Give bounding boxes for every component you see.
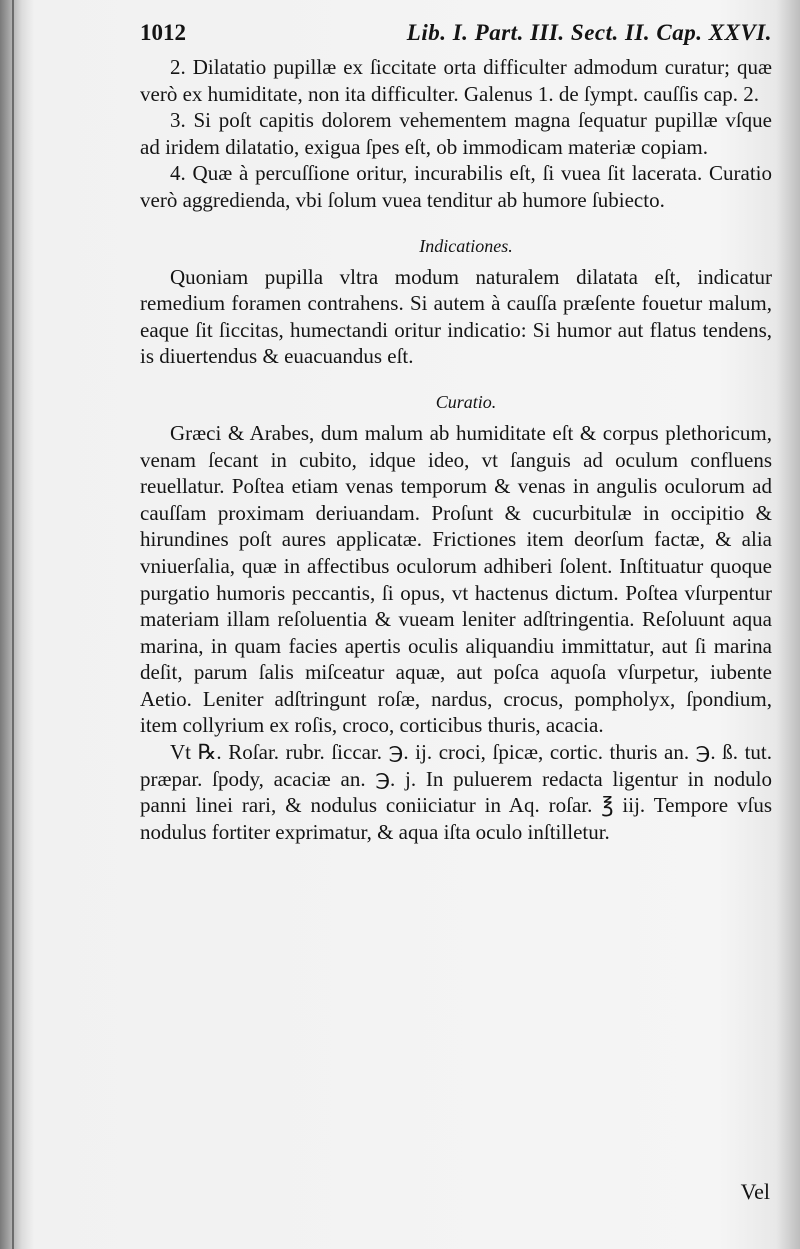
paragraph-4: 4. Quæ à percuſſione oritur, incurabilis eſt, ſi vuea ſit lacerata. Curatio verò aggredienda, vbi ſolum vuea tenditur ab humore ſubiecto. — [140, 161, 772, 212]
catch-word: Vel — [740, 1179, 770, 1204]
paragraph-3: 3. Si poſt capitis dolorem vehementem magna ſequatur pupillæ vſque ad iridem dilatatio, exigua ſpes eſt, ob immodicam materiæ copiam. — [140, 108, 772, 159]
running-head — [140, 18, 772, 48]
heading-curatio: Curatio. — [435, 391, 497, 412]
paragraph-2: 2. Dilatatio pupillæ ex ſiccitate orta difficulter admodum curatur; quæ verò ex humiditate, non ita difficulter. Galenus 1. de ſympt. cauſſis cap. 2. — [140, 55, 772, 106]
paragraph-recipe: Vt ℞. Roſar. rubr. ſiccar. ℈. ij. croci, ſpicæ, cortic. thuris an. ℈. ß. tut. præpar. ſpody, acaciæ an. ℈. j. In puluerem redacta ligentur in nodulo panni linei rari, & nodulus coniiciatur in Aq. roſar. ℥ iij. Tempore vſus nodulus fortiter exprimatur, & aqua iſta oculo inſtilletur. — [140, 740, 772, 844]
page-number: 1012 — [140, 20, 186, 45]
running-head-title: Lib. I. Part. III. Sect. II. Cap. XXVI. — [406, 20, 772, 45]
heading-indicationes: Indicationes. — [419, 235, 513, 256]
paragraph-curatio: Græci & Arabes, dum malum ab humiditate eſt & corpus plethoricum, venam ſecant in cubito, idque ideo, vt ſanguis ad oculum confluens reuellatur. Poſtea etiam venas temporum & venas in angulis oculorum ad cauſſam proximam deriuandam. Proſunt & cucurbitulæ in occipitio & hirundines poſt aures applicatæ. Frictiones item deorſum factæ, & alia vniuerſalia, quæ in affectibus oculorum adhiberi ſolent. Inſtituatur quoque purgatio humoris peccantis, ſi opus, vt hactenus dictum. Poſtea vſurpentur materiam illam reſoluentia & vueam leniter adſtringentia. Reſoluunt aqua marina, in quam facies apertis oculis aliquandiu immittatur, aut ſi marina deſit, parum ſalis miſceatur aquæ, aut poſca aquoſa vſurpetur, iubente Aetio. Leniter adſtringunt roſæ, nardus, crocus, pompholyx, ſpondium, item collyrium ex roſis, croco, corticibus thuris, acacia. — [140, 420, 772, 738]
binding-gutter — [12, 0, 14, 1249]
paragraph-indicationes: Quoniam pupilla vltra modum naturalem dilatata eſt, indicatur remedium foramen contrahens. Si autem à cauſſa præſente fouetur malum, eaque ſit ſiccitas, humectandi oritur indicatio: Si humor aut flatus tendens, is diuertendus & euacuandus eſt. — [140, 264, 772, 369]
page-text-block — [140, 18, 772, 845]
